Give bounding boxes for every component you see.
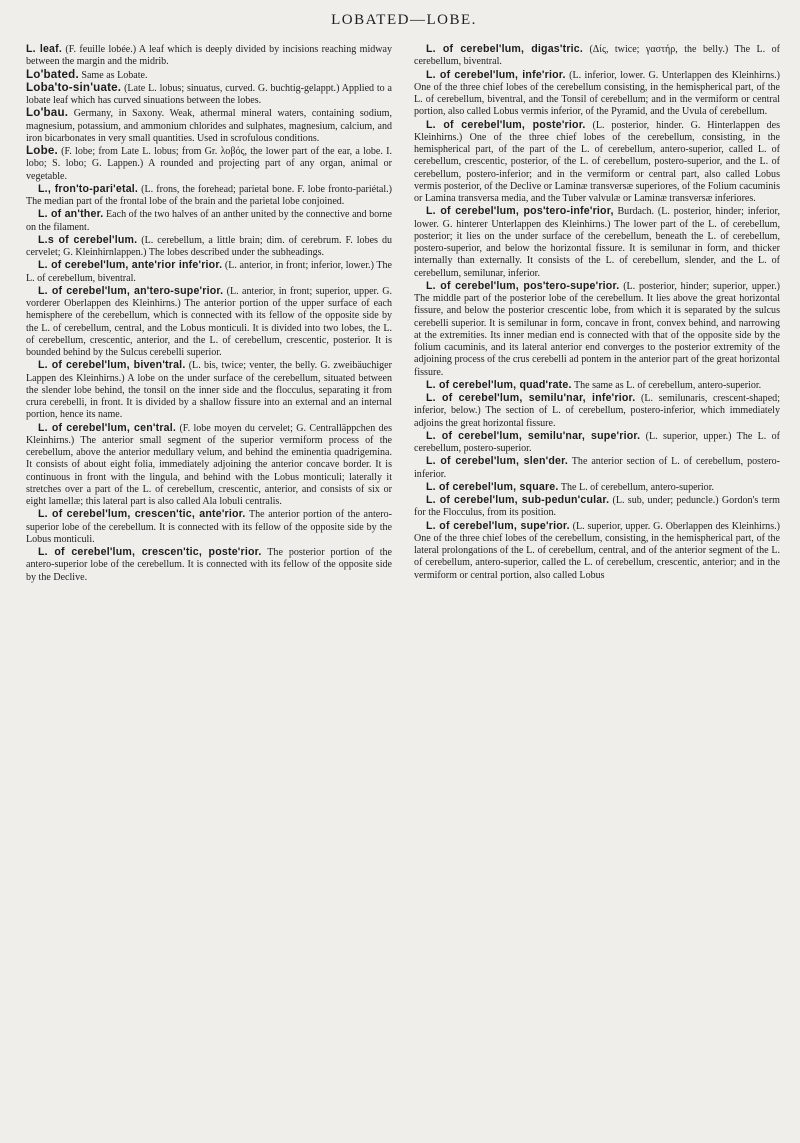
dictionary-entry xyxy=(26,183,392,209)
dictionary-entry xyxy=(414,392,780,430)
entry-definition: The anterior section of L. of cerebellum, postero-inferior. xyxy=(414,456,780,480)
dictionary-entry xyxy=(414,520,780,582)
dictionary-entry xyxy=(26,82,392,108)
entry-definition: (L. superior, upper. G. Oberlappen des Kleinhirns.) One of the three chief lobes of the cerebellum, consisting, in the hemispherical part, of the lateral prolongations of the L. of cerebellum, central, and of the anterior segment of the L. of cerebellum, antero-superior, called the L. of cerebellum, crescentic, anterior; and in the vermiform or central portion, also called Lobus xyxy=(414,520,780,581)
entry-headword: L. of cerebel'lum, supe'rior. xyxy=(426,519,570,532)
dictionary-entry xyxy=(26,422,392,509)
entry-headword: L. of cerebel'lum, sub-pedun'cular. xyxy=(426,494,610,506)
entry-headword: L. of cerebel'lum, slen'der. xyxy=(426,455,569,468)
entry-headword: L.s of cerebel'lum. xyxy=(38,233,138,246)
dictionary-entry xyxy=(414,280,780,379)
dictionary-entry xyxy=(26,234,392,260)
entry-definition: The anterior portion of the antero-superior lobe of the cerebellum. It is connected with its fellow of the opposite side by the Lobus monticuli. xyxy=(26,509,392,545)
dictionary-entry xyxy=(26,107,392,145)
dictionary-entry xyxy=(414,205,780,280)
entry-headword: L. of cerebel'lum, infe'rior. xyxy=(426,68,566,81)
dictionary-entry xyxy=(414,430,780,456)
dictionary-entry xyxy=(26,285,392,360)
entry-definition: (L. anterior, in front; superior, upper. G. vorderer Oberlappen des Kleinhirns.) The anterior portion of the upper surface of each hemisphere of the cerebellum, which is connected with its fellow of the opposite side by the L. of cerebellum, central, and the Lobus monticuli. It is divided into two lobes, the L. of cerebellum, crescentic, anterior, and the L. of cerebellum, crescentic, posterior. It is bounded behind by the Sulcus cerebelli superior. xyxy=(26,285,392,358)
entry-definition: Each of the two halves of an anther united by the connective and borne on the filament. xyxy=(26,209,393,233)
entry-headword: L. of cerebel'lum, cen'tral. xyxy=(38,421,177,434)
entry-headword: L. of cerebel'lum, crescen'tic, ante'rior. xyxy=(38,508,246,521)
entry-definition: Germany, in Saxony. Weak, athermal mineral waters, containing sodium, magnesium, potassium, and ammonium chlorides and sulphates, magnesium, calcium, and iron bicarbonates in very small quantities. Used in scrofulous conditions. xyxy=(26,108,392,144)
entry-definition: The posterior portion of the antero-superior lobe of the cerebellum. It is connected with its fellow of the opposite side by the Declive. xyxy=(26,547,392,583)
entry-definition: (Late L. lobus; sinuatus, curved. G. buchtig-gelappt.) Applied to a lobate leaf which has curved sinuations between the lobes. xyxy=(26,82,392,106)
dictionary-entry xyxy=(26,259,392,285)
entry-definition: (F. feuille lobée.) A leaf which is deeply divided by incisions reaching midway between the margin and the midrib. xyxy=(26,44,392,68)
entry-headword: Lo'bau. xyxy=(26,106,69,120)
dictionary-entry xyxy=(414,494,780,520)
entry-definition: Burdach. (L. posterior, hinder; inferior, lower. G. hinterer Unterlappen des Kleinhirns.) The lower part of the L. of cerebellum, posterior; it lies on the under surface of the cerebellum, beneath the L. of cerebellum, postero-superior, and below the horizontal fissure. It is semilunar in form, and thicker internally than externally. It consists of the L. of cerebellum, slender, and the L. of cerebellum, semilunar, inferior. xyxy=(414,206,780,279)
entry-headword: L. of cerebel'lum, semilu'nar, supe'rior. xyxy=(426,429,641,442)
entry-headword: L. of cerebel'lum, semilu'nar, infe'rior. xyxy=(426,392,636,404)
entry-definition: (L. sub, under; peduncle.) Gordon's term for the Flocculus, from its position. xyxy=(414,495,780,519)
dictionary-entry xyxy=(414,119,780,206)
entry-definition: (F. lobe; from Late L. lobus; from Gr. λοβός, the lower part of the ear, a lobe. I. lobo; S. lobo; G. Lappen.) A rounded and projecting part of any organ, animal or vegetable. xyxy=(26,146,392,182)
entry-definition: (L. anterior, in front; inferior, lower.) The L. of cerebellum, biventral. xyxy=(26,260,392,284)
right-column xyxy=(414,43,780,584)
entry-headword: L. of cerebel'lum, digas'tric. xyxy=(426,43,584,55)
dictionary-entry xyxy=(414,379,780,392)
entry-headword: L. of cerebel'lum, quad'rate. xyxy=(426,378,572,391)
entry-definition: (F. lobe moyen du cervelet; G. Centralläppchen des Kleinhirns.) The anterior small segment of the superior vermiform process of the cerebellum, above the anterior medullary velum, and behind the eminentia quadrigemina. It consists of about eight folia, immediately adjoining the anterior concave border. It is continuous in front with the lingula, and behind with the Lobus monticuli; laterally it stretches over a part of the L. of cerebellum, crescentic, anterior, and consists of six or eight lamellæ; this lateral part is also called Ala lobuli centralis. xyxy=(26,422,393,507)
dictionary-entry xyxy=(414,481,780,494)
running-header: LOBATED—LOBE. xyxy=(331,12,477,28)
dictionary-entry xyxy=(26,69,392,82)
entry-headword: L. leaf. xyxy=(26,43,63,55)
dictionary-entry xyxy=(26,43,392,69)
entry-headword: L. of cerebel'lum, crescen'tic, poste'rior. xyxy=(38,546,262,558)
entry-headword: L., fron'to-pari'etal. xyxy=(38,182,139,195)
dictionary-entry xyxy=(26,208,392,234)
entry-definition: (L. posterior, hinder; superior, upper.) The middle part of the posterior lobe of the cerebellum. It lies above the great horizontal fissure, and below the posterior crescentic lobe, from which it is separated by the sulcus cerebelli superior. It is semilunar in form, concave in front, convex behind, and narrowing at the extremities. Its inner median end is connected with that of the opposite side by the folium cacuminis, and its lateral anterior end converges to the posterior extremity of the adjoining process of the crus cerebelli ad pontem in the anterior part of the great horizontal fissure. xyxy=(414,280,780,378)
dictionary-entry xyxy=(414,455,780,481)
entry-headword: L. of cerebel'lum, pos'tero-infe'rior, xyxy=(426,205,614,218)
entry-definition: Same as Lobate. xyxy=(78,69,148,81)
entry-definition: (L. cerebellum, a little brain; dim. of cerebrum. F. lobes du cervelet; G. Kleinhirnlappen.) The lobes described under the subheadings. xyxy=(26,234,392,258)
entry-headword: L. of cerebel'lum, an'tero-supe'rior. xyxy=(38,284,224,297)
entry-definition: (Δίς, twice; γαστήρ, the belly.) The L. of cerebellum, biventral. xyxy=(414,44,780,68)
entry-definition: (L. posterior, hinder. G. Hinterlappen des Kleinhirns.) One of the three chief lobes of the cerebellum, consisting, in the hemispherical part, of the part of the L. of cerebellum, antero-superior, called L. of cerebellum, crescentic, posterior, of the L. of cerebellum, postero-superior, and the L. of cerebellum, postero-inferior; and in the vermiform or central part, also called Lobus vermis posterior, of the Declive or Laminæ transversæ superiores, of the Folium cacuminis or Lamina transversa media, and the Tuber valvulæ or Laminæ transversæ inferiores. xyxy=(414,119,781,204)
entry-headword: L. of cerebel'lum, square. xyxy=(426,480,559,493)
entry-headword: L. of cerebel'lum, pos'tero-supe'rior. xyxy=(426,279,620,292)
dictionary-entry xyxy=(26,145,392,183)
dictionary-entry xyxy=(26,508,392,546)
dictionary-entry xyxy=(414,69,780,119)
entry-headword: L. of cerebel'lum, ante'rior infe'rior. xyxy=(38,259,223,272)
left-column xyxy=(26,43,392,584)
entry-definition: (L. semilunaris, crescent-shaped; inferior, below.) The section of L. of cerebellum, postero-inferior, which immediately adjoins the great horizontal fissure. xyxy=(414,393,780,429)
entry-definition: (L. superior, upper.) The L. of cerebellum, postero-superior. xyxy=(414,430,780,454)
entry-headword: L. of cerebel'lum, biven'tral. xyxy=(38,359,186,372)
dictionary-entry xyxy=(26,546,392,584)
entry-definition: The same as L. of cerebellum, antero-superior. xyxy=(571,379,762,391)
columns xyxy=(26,43,782,584)
entry-definition: (L. inferior, lower. G. Unterlappen des Kleinhirns.) One of the three chief lobes of the cerebellum consisting, in the hemispherical part, of the L. of cerebellum, biventral, and the Tonsil of cerebellum; and in the vermiform or central portion, also called Lobus vermis inferior, of the Pyramid, and the Uvula of cerebellum. xyxy=(414,69,780,118)
entry-headword: Loba'to-sin'uate. xyxy=(26,80,122,94)
entry-definition: (L. frons, the forehead; parietal bone. F. lobe fronto-pariétal.) The median part of the frontal lobe of the brain and the parietal lobe conjoined. xyxy=(26,183,392,207)
entry-headword: L. of cerebel'lum, poste'rior. xyxy=(426,118,586,131)
dictionary-entry xyxy=(26,359,392,421)
entry-headword: Lo'bated. xyxy=(26,67,79,81)
dictionary-entry xyxy=(414,43,780,69)
entry-headword: Lobe. xyxy=(26,144,58,157)
entry-headword: L. of an'ther. xyxy=(38,208,104,221)
entry-definition: (L. bis, twice; venter, the belly. G. zweibäuchiger Lappen des Kleinhirns.) A lobe on the under surface of the cerebellum, situated between the slender lobe behind, the tonsil on the inner side and the flocculus, separating it from crura cerebelli, in front. It is divided by a shallow fissure into an external and an internal portion, hence its name. xyxy=(26,360,392,421)
entry-definition: The L. of cerebellum, antero-superior. xyxy=(558,481,715,493)
